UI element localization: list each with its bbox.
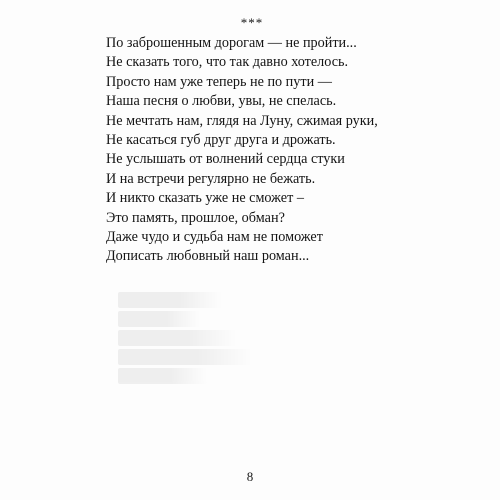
poem-line: Даже чудо и судьба нам не поможет [106, 229, 323, 246]
page-number: 8 [246, 469, 254, 484]
poem-line: Дописать любовный наш роман... [106, 248, 310, 265]
poem-line: Наша песня о любви, увы, не спелась. [106, 93, 337, 110]
poem-line: По заброшенным дорогам — не пройти... [106, 35, 357, 51]
poem-separator: *** [240, 15, 264, 30]
poem-line: Просто нам уже теперь не по пути — [106, 73, 332, 90]
poem [106, 12, 406, 267]
poem-line: Не мечтать нам, глядя на Луну, сжимая руки, [106, 112, 378, 129]
poem-line: Это память, прошлое, обман? [106, 209, 285, 226]
poem-line: Не сказать того, что так давно хотелось. [106, 54, 349, 71]
poem-line: И на встречи регулярно не бежать. [106, 170, 316, 187]
poem-line: Не услышать от волнений сердца стуки [106, 151, 345, 168]
bleed-through-shadow [118, 292, 268, 387]
poem-line: И никто сказать уже не сможет – [106, 190, 304, 207]
poem-line: Не касаться губ друг друга и дрожать. [106, 132, 336, 149]
